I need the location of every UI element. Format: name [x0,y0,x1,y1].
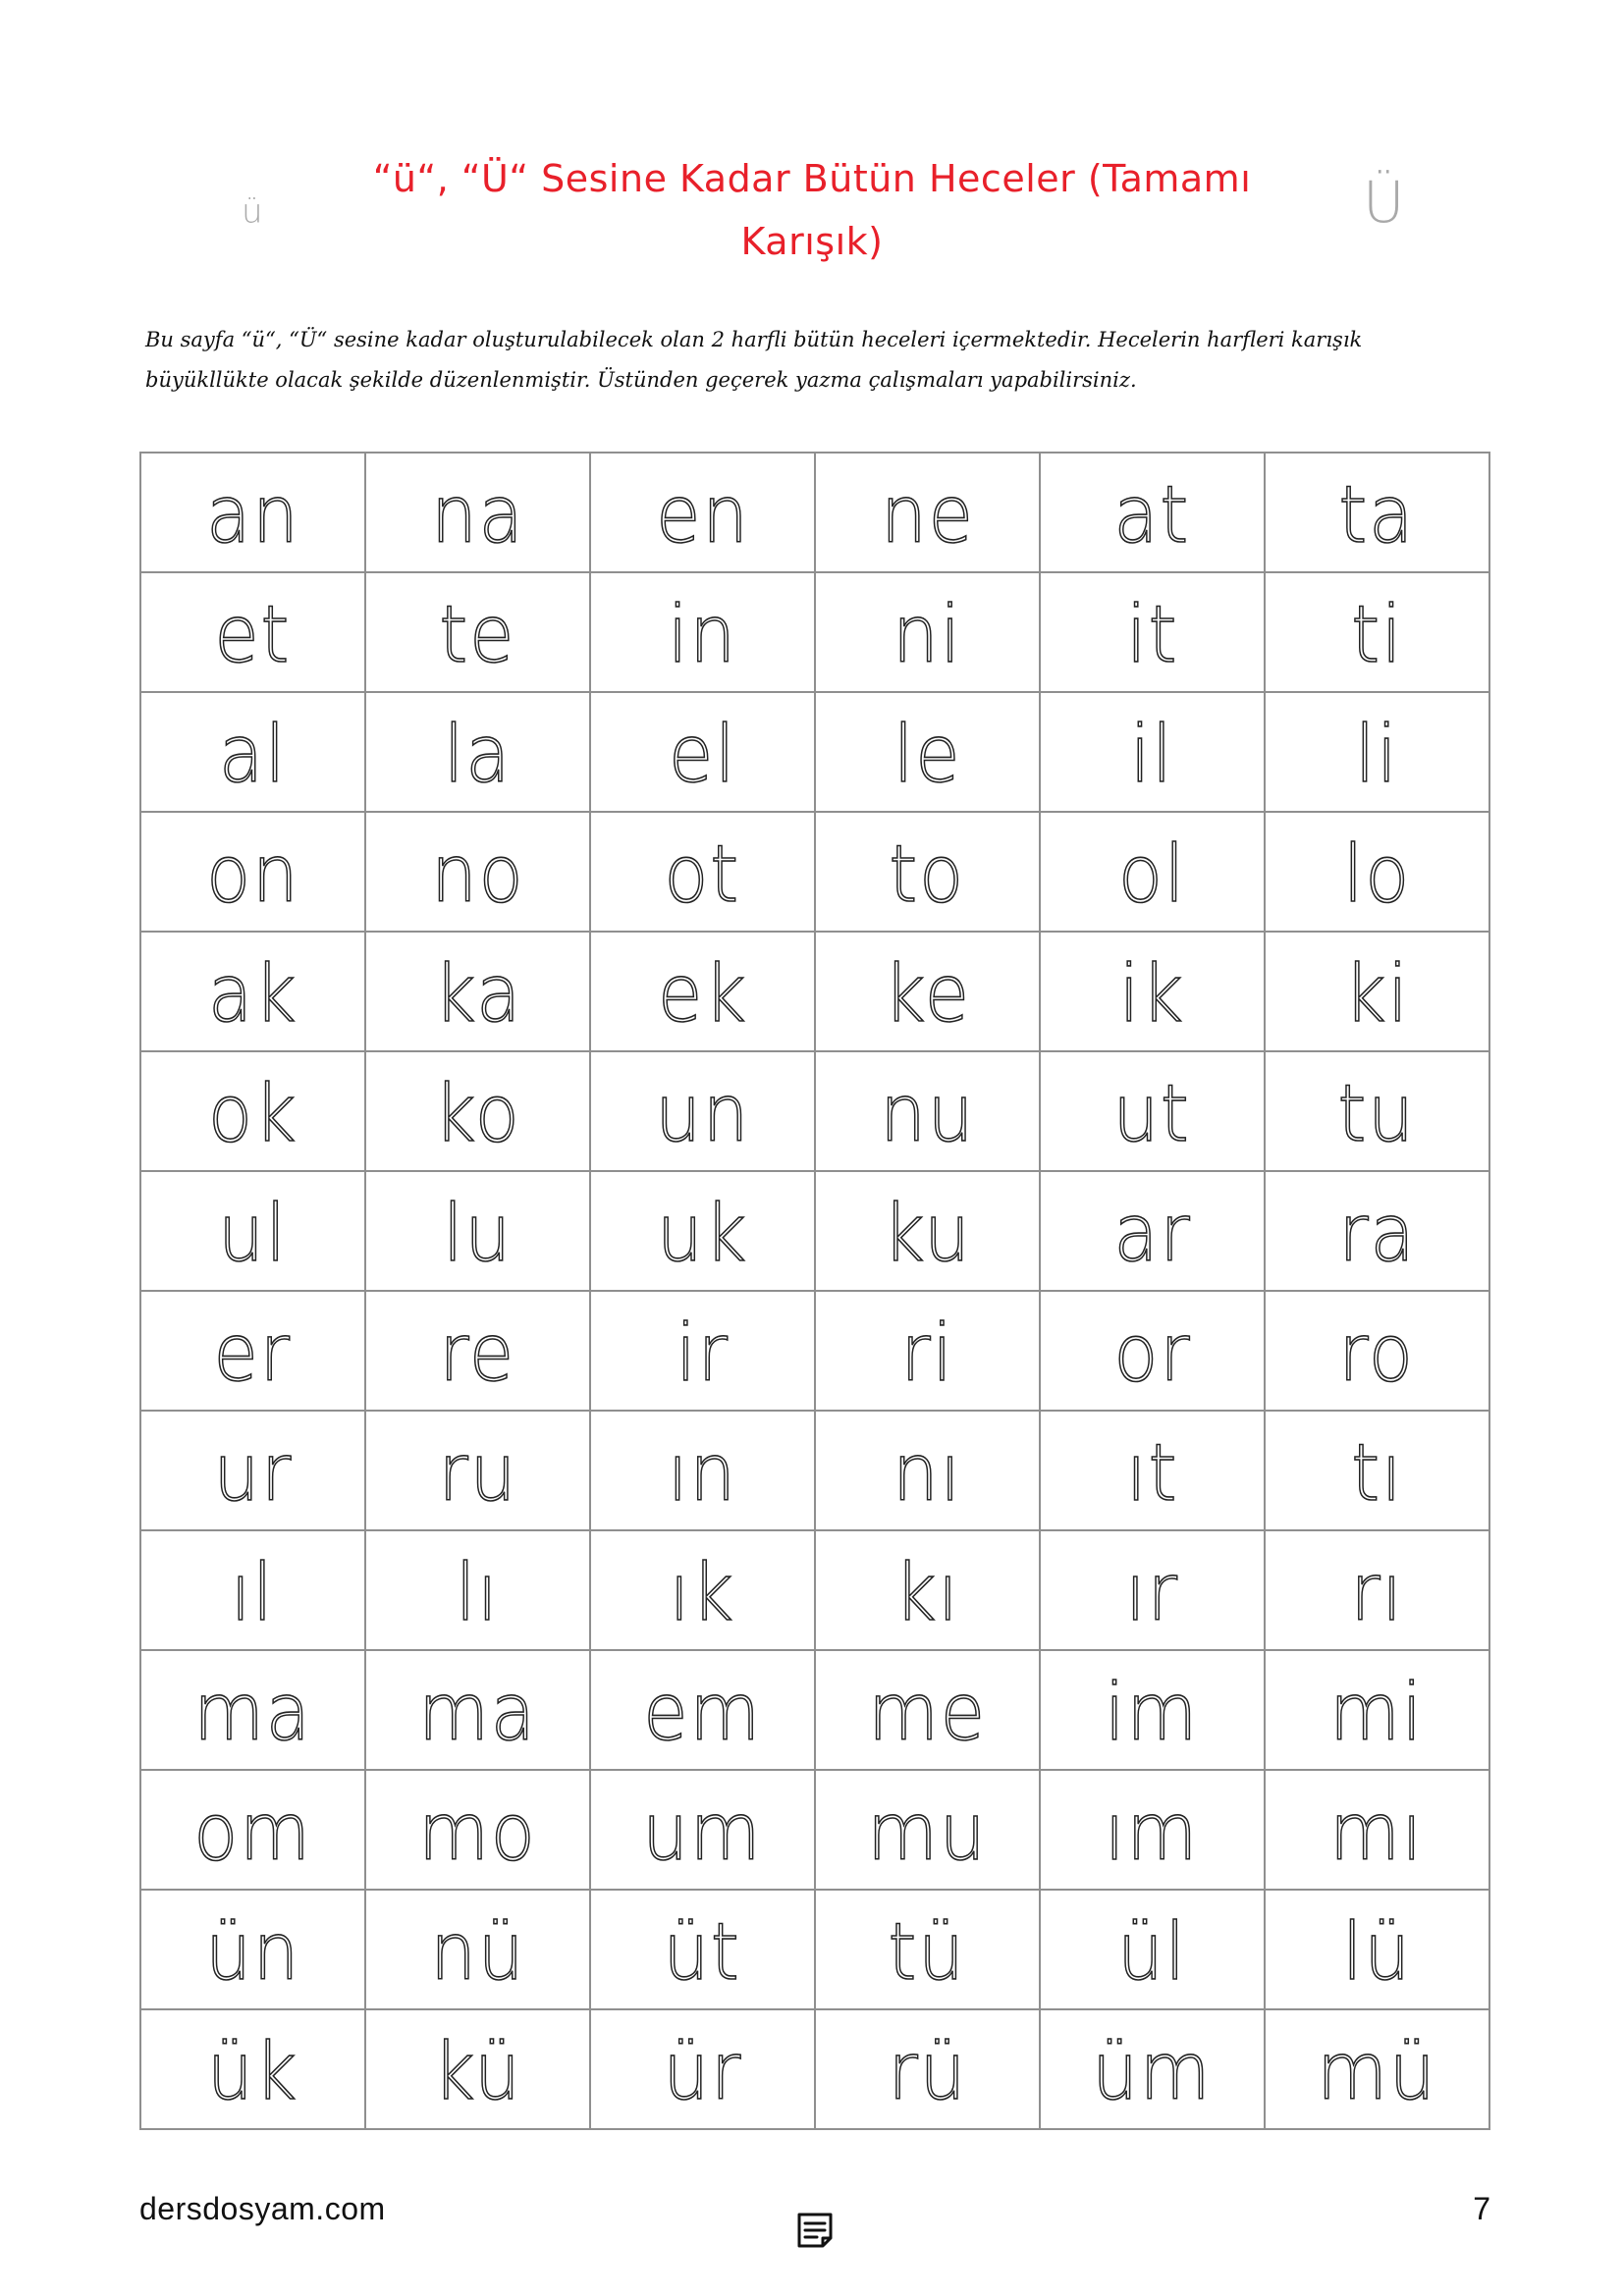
grid-cell [590,932,815,1051]
grid-cell [140,1770,365,1890]
grid-cell [1265,1530,1489,1650]
syllable-trace-text: ki [1344,948,1410,1040]
grid-cell [1040,812,1265,932]
syllable-trace-text: me [868,1667,987,1758]
syllable-trace-text: ok [207,1068,298,1159]
syllable-trace-text: om [193,1787,312,1878]
syllable-trace-text: lü [1342,1906,1412,1998]
syllable-trace-text: er [213,1308,293,1399]
grid-cell [1265,692,1489,812]
syllable-trace-text: it [1126,589,1178,680]
grid-cell [815,1291,1040,1411]
document-lines-icon [793,2211,837,2250]
grid-cell [365,1650,590,1770]
syllable-trace-text: un [655,1068,750,1159]
syllable-trace-text: ta [1338,469,1416,561]
syllable-trace-text: li [1355,709,1399,800]
syllable-trace-text: im [1105,1667,1200,1758]
grid-cell [365,1411,590,1530]
grid-cell [1265,1291,1489,1411]
syllable-trace-text: rü [888,2026,967,2117]
grid-cell [140,1291,365,1411]
page-title [353,147,1271,273]
grid-cell [815,1770,1040,1890]
grid-cell [1040,692,1265,812]
syllable-trace-text: ik [1119,948,1185,1040]
grid-cell [1040,1411,1265,1530]
grid-cell [590,572,815,692]
grid-row [140,572,1489,692]
syllable-trace-text: üm [1092,2026,1213,2117]
syllable-trace-text: mu [867,1787,988,1878]
grid-cell [1040,2009,1265,2129]
syllable-trace-text: mo [418,1787,537,1878]
syllable-trace-text: no [430,828,525,920]
grid-cell [1040,1291,1265,1411]
grid-cell [1040,453,1265,572]
syllable-trace-text: an [205,469,300,561]
grid-cell [590,1770,815,1890]
grid-cell [1265,2009,1489,2129]
grid-row [140,1411,1489,1530]
syllable-trace-text: lu [443,1188,513,1279]
grid-cell [140,812,365,932]
grid-cell [590,453,815,572]
syllable-trace-text: kü [433,2026,522,2117]
grid-cell [590,1291,815,1411]
syllable-trace-text: ar [1112,1188,1192,1279]
grid-row [140,1530,1489,1650]
grid-cell [815,692,1040,812]
grid-cell [1040,1171,1265,1291]
grid-cell [1265,1051,1489,1171]
grid-row [140,1171,1489,1291]
syllable-trace-text: mı [1329,1787,1425,1878]
syllable-trace-text: ne [880,469,975,561]
footer-site-name: dersdosyam.com [139,2191,386,2226]
grid-cell [1040,1770,1265,1890]
grid-cell [1265,1411,1489,1530]
syllable-trace-text: ır [1125,1547,1179,1638]
grid-row [140,2009,1489,2129]
grid-cell [140,572,365,692]
syllable-trace-text: en [655,469,750,561]
syllable-trace-text: tı [1351,1427,1403,1519]
grid-cell [365,1171,590,1291]
grid-cell [140,1650,365,1770]
syllable-trace-text: lo [1342,828,1412,920]
syllable-trace-text: nı [893,1427,962,1519]
grid-cell [365,932,590,1051]
grid-cell [815,932,1040,1051]
syllable-trace-text: ol [1117,828,1187,920]
syllable-trace-text: la [443,709,513,800]
grid-row [140,692,1489,812]
grid-row [140,932,1489,1051]
grid-cell [365,692,590,812]
grid-row [140,1890,1489,2009]
syllable-trace-text: ro [1338,1308,1416,1399]
syllable-trace-text: rı [1350,1547,1404,1638]
syllable-trace-text: ık [670,1547,735,1638]
grid-cell [140,1530,365,1650]
syllable-trace-text: kı [894,1547,960,1638]
syllable-trace-text: on [205,828,300,920]
grid-cell [1040,1650,1265,1770]
grid-cell [140,453,365,572]
page-number: 7 [1473,2191,1490,2226]
syllable-trace-text: et [214,589,292,680]
grid-cell [140,692,365,812]
syllable-trace-text: ek [657,948,748,1040]
grid-cell [815,1650,1040,1770]
syllable-trace-text: ti [1351,589,1403,680]
syllable-trace-text: ül [1117,1906,1187,1998]
syllable-trace-text: ıt [1126,1427,1178,1519]
syllable-trace-text: ri [900,1308,954,1399]
corner-letter-capital: Ü [1363,169,1405,236]
grid-cell [815,1051,1040,1171]
syllable-trace-text: or [1113,1308,1191,1399]
syllable-trace-text: ut [1112,1068,1192,1159]
grid-cell [590,692,815,812]
grid-row [140,1051,1489,1171]
grid-cell [815,1890,1040,2009]
page-description [145,320,1422,400]
grid-cell [365,2009,590,2129]
grid-cell [365,1890,590,2009]
page-title-line-1: “ü“, “Ü“ Sesine Kadar Bütün Heceler (Tamamı [372,157,1252,200]
grid-cell [815,2009,1040,2129]
syllable-trace-text: em [643,1667,762,1758]
syllable-trace-text: uk [657,1188,748,1279]
syllable-trace-text: ru [438,1427,517,1519]
grid-cell [815,812,1040,932]
syllable-trace-text: re [439,1308,516,1399]
grid-cell [1040,932,1265,1051]
grid-row [140,1770,1489,1890]
grid-cell [365,1530,590,1650]
grid-cell [590,1890,815,2009]
syllable-trace-text: tu [1337,1068,1417,1159]
grid-cell [140,1051,365,1171]
grid-cell [1265,1890,1489,2009]
grid-cell [140,1411,365,1530]
syllable-trace-text: ke [884,948,971,1040]
grid-cell [1265,1171,1489,1291]
grid-cell [365,1051,590,1171]
grid-cell [1040,1890,1265,2009]
syllable-trace-text: ul [218,1188,288,1279]
syllable-trace-text: um [642,1787,763,1878]
grid-cell [590,812,815,932]
grid-row [140,1291,1489,1411]
grid-cell [815,453,1040,572]
grid-cell [1040,1530,1265,1650]
syllable-trace-text: el [668,709,737,800]
syllable-trace-text: ak [207,948,298,1040]
syllable-trace-text: ın [668,1427,737,1519]
syllable-trace-text: al [218,709,288,800]
grid-cell [590,1411,815,1530]
syllable-trace-text: ot [664,828,741,920]
grid-row [140,812,1489,932]
syllable-trace-text: ür [663,2026,742,2117]
syllable-trace-text: ma [193,1667,312,1758]
syllable-trace-text: mi [1329,1667,1425,1758]
syllable-trace-text: ku [883,1188,972,1279]
grid-cell [1265,453,1489,572]
syllable-trace-text: le [893,709,962,800]
syllable-trace-text: ım [1105,1787,1200,1878]
description-line-1: Bu sayfa “ü“, “Ü“ sesine kadar oluşturulabilecek olan 2 harfli bütün heceleri içermektedir. Hecelerin harfleri karışık [145,328,1363,351]
grid-cell [815,572,1040,692]
syllable-trace-text: ko [434,1068,521,1159]
syllable-trace-text: ma [418,1667,537,1758]
syllable-trace-text: ün [205,1906,300,1998]
grid-cell [590,1530,815,1650]
syllable-trace-text: nu [880,1068,975,1159]
grid-cell [1265,1770,1489,1890]
grid-cell [1265,572,1489,692]
grid-cell [365,1770,590,1890]
syllable-grid-body [140,453,1489,2129]
grid-cell [590,1051,815,1171]
syllable-trace-text: ni [893,589,962,680]
grid-cell [365,572,590,692]
syllable-trace-text: ıl [231,1547,275,1638]
grid-cell [365,1291,590,1411]
grid-cell [140,932,365,1051]
corner-letter-small: ü [242,192,263,232]
syllable-trace-text: na [430,469,525,561]
syllable-trace-text: ir [676,1308,730,1399]
grid-cell [815,1171,1040,1291]
syllable-trace-text: mü [1317,2026,1437,2117]
syllable-grid [139,452,1490,2130]
syllable-trace-text: il [1130,709,1174,800]
syllable-trace-text: in [668,589,737,680]
grid-cell [815,1530,1040,1650]
syllable-trace-text: tü [888,1906,967,1998]
syllable-trace-text: to [889,828,966,920]
syllable-trace-text: te [439,589,516,680]
grid-cell [590,1650,815,1770]
grid-row [140,453,1489,572]
grid-cell [140,1890,365,2009]
page-title-line-2: Karışık) [740,220,884,263]
grid-cell [140,2009,365,2129]
grid-cell [365,453,590,572]
grid-cell [590,2009,815,2129]
grid-cell [1265,812,1489,932]
syllable-trace-text: ka [433,948,522,1040]
grid-cell [590,1171,815,1291]
grid-cell [1040,572,1265,692]
grid-cell [1265,932,1489,1051]
syllable-trace-text: lı [456,1547,500,1638]
description-line-2: büyükllükte olacak şekilde düzenlenmiştir. Üstünden geçerek yazma çalışmaları yapabilirsiniz. [145,368,1137,392]
grid-cell [365,812,590,932]
syllable-trace-text: at [1113,469,1191,561]
syllable-trace-text: ur [213,1427,293,1519]
syllable-trace-text: üt [663,1906,742,1998]
grid-cell [1265,1650,1489,1770]
grid-cell [140,1171,365,1291]
syllable-trace-text: ük [207,2026,298,2117]
grid-cell [1040,1051,1265,1171]
syllable-trace-text: nü [430,1906,525,1998]
syllable-trace-text: ra [1337,1188,1417,1279]
grid-row [140,1650,1489,1770]
grid-cell [815,1411,1040,1530]
